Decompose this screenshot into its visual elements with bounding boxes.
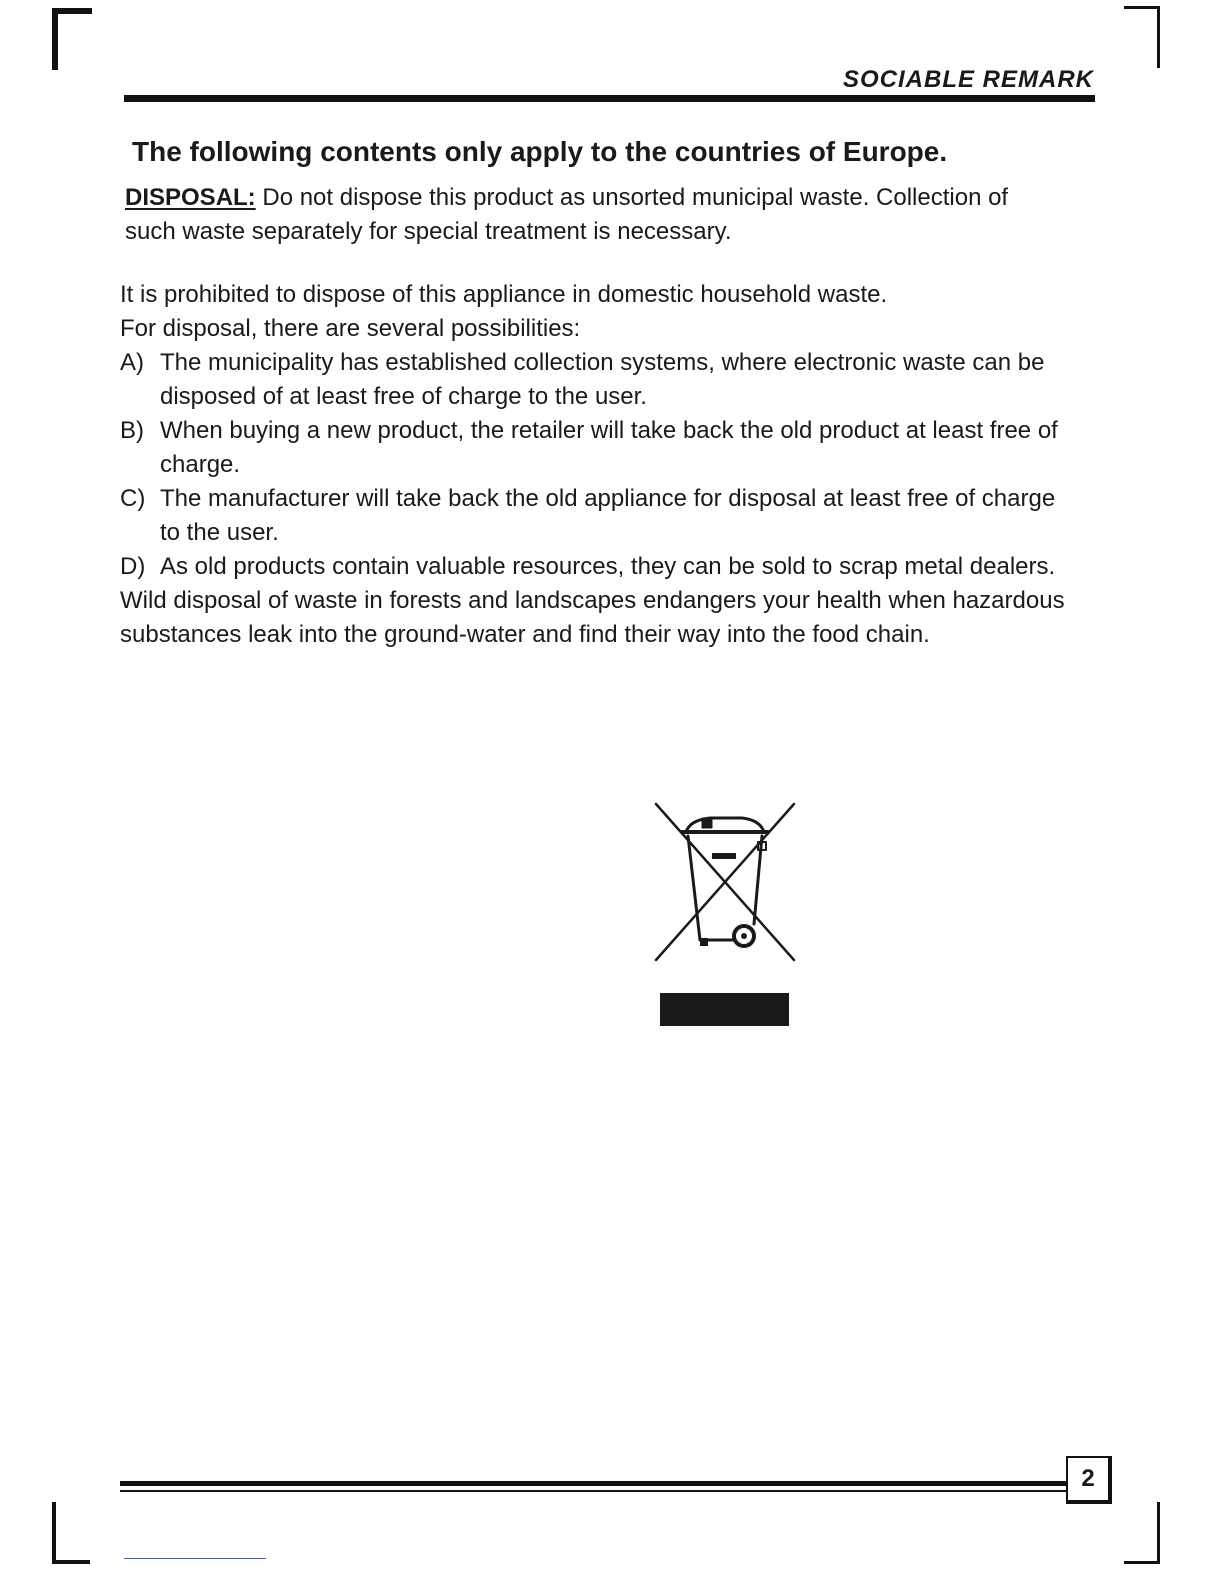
- page-heading: The following contents only apply to the countries of Europe.: [132, 136, 948, 167]
- intro-line: For disposal, there are several possibilities:: [120, 315, 581, 342]
- list-item-text: As old products contain valuable resources, they can be sold to scrap metal dealers.: [160, 553, 1056, 580]
- crop-mark-bottom-right: [1157, 1502, 1160, 1564]
- list-item: [120, 414, 1080, 482]
- list-item: [120, 550, 1080, 584]
- disposal-label: DISPOSAL:: [125, 184, 256, 211]
- disposal-instructions: [120, 278, 1080, 652]
- disposal-text: Do not dispose this product as unsorted municipal waste. Collection of such waste separately for special treatment is necessary.: [125, 184, 1009, 245]
- footer-link-underline: [124, 1558, 266, 1559]
- crop-mark-bottom-left: [52, 1502, 56, 1564]
- crop-mark-top-left: [52, 8, 58, 70]
- disposal-options-list: [120, 346, 1080, 584]
- section-title: SOCIABLE REMARK: [842, 66, 1094, 93]
- list-item-text: When buying a new product, the retailer will take back the old product at least free of charge.: [160, 417, 1058, 478]
- crop-mark-top-left: [52, 8, 92, 14]
- weee-black-bar: [660, 993, 789, 1026]
- list-item-text: The municipality has established collection systems, where electronic waste can be disposed of at least free of charge to the user.: [160, 349, 1045, 410]
- list-item-letter: C): [120, 485, 146, 512]
- footer-rule: [120, 1481, 1066, 1486]
- crop-mark-bottom-left: [52, 1560, 90, 1564]
- header-rule: [124, 95, 1095, 102]
- closing-paragraph: Wild disposal of waste in forests and landscapes endangers your health when hazardous substances leak into the ground-water and find their way into the food chain.: [120, 587, 1065, 648]
- disposal-paragraph: [125, 181, 1065, 249]
- crop-mark-top-right: [1124, 6, 1160, 9]
- list-item: [120, 346, 1080, 414]
- crop-mark-bottom-right: [1124, 1561, 1160, 1564]
- list-item-letter: A): [120, 349, 144, 376]
- crop-mark-top-right: [1157, 6, 1160, 68]
- list-item: [120, 482, 1080, 550]
- intro-line: It is prohibited to dispose of this appliance in domestic household waste.: [120, 281, 888, 308]
- list-item-letter: B): [120, 417, 144, 444]
- page-number: 2: [1066, 1456, 1112, 1504]
- crossed-out-wheelie-bin-icon: [650, 798, 800, 966]
- list-item-letter: D): [120, 553, 146, 580]
- footer-rule: [120, 1490, 1066, 1492]
- list-item-text: The manufacturer will take back the old appliance for disposal at least free of charge to the user.: [160, 485, 1056, 546]
